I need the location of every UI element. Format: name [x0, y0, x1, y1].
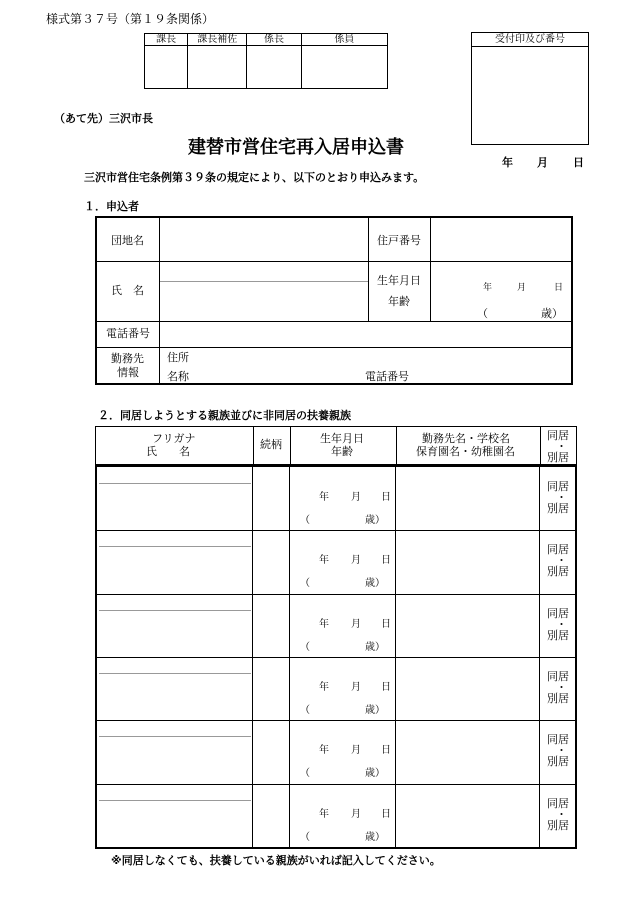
row-birth-year: 年	[319, 809, 329, 820]
name-input[interactable]	[161, 283, 367, 320]
relation-input[interactable]	[254, 469, 288, 527]
row-live-3[interactable]: 別居	[547, 629, 569, 642]
col-live-1: 同居	[547, 429, 569, 442]
label-work-phone: 電話番号	[365, 370, 409, 383]
stamp-cell[interactable]	[188, 46, 247, 89]
relation-input[interactable]	[254, 659, 288, 717]
row-live-3[interactable]: 別居	[547, 755, 569, 768]
family-row	[97, 657, 575, 720]
member-name-input[interactable]	[99, 613, 251, 653]
col-age: 年齢	[331, 445, 353, 458]
label-age: 年齢	[388, 295, 410, 308]
relation-input[interactable]	[254, 722, 288, 780]
furigana-input[interactable]	[99, 468, 251, 482]
member-name-input[interactable]	[99, 739, 251, 779]
page-title: 建替市営住宅再入居申込書	[188, 137, 404, 158]
label-work-1: 勤務先	[111, 352, 144, 365]
danchi-input[interactable]	[161, 220, 367, 260]
col-work-2: 保育園名・幼稚園名	[416, 445, 515, 458]
footnote: ※同居しなくても、扶養している親族がいれば記入してください。	[111, 854, 441, 867]
row-birth-year: 年	[319, 745, 329, 756]
label-birth: 生年月日	[377, 274, 421, 287]
family-row	[97, 594, 575, 657]
row-age-close: 歳）	[365, 578, 385, 589]
stamp-header-hosa: 課長補佐	[188, 34, 247, 46]
family-table-body	[95, 465, 577, 849]
row-age-open: （	[300, 768, 310, 779]
name-furigana-input[interactable]	[161, 263, 367, 280]
furigana-input[interactable]	[99, 595, 251, 609]
row-live-1[interactable]: 同居	[547, 607, 569, 620]
col-work-1: 勤務先名・学校名	[422, 432, 510, 445]
row-live-3[interactable]: 別居	[547, 819, 569, 832]
row-birth-day: 日	[381, 809, 391, 820]
intro-text: 三沢市営住宅条例第３９条の規定により、以下のとおり申込みます。	[84, 171, 425, 184]
receipt-label: 受付印及び番号	[472, 33, 588, 47]
member-name-input[interactable]	[99, 486, 251, 526]
row-age-open: （	[300, 515, 310, 526]
row-birth-day: 日	[381, 682, 391, 693]
label-company: 名称	[167, 370, 189, 383]
row-birth-month: 月	[351, 682, 361, 693]
stamp-header-kacho: 課長	[145, 34, 188, 46]
col-live-2: ・	[556, 440, 567, 453]
row-age-open: （	[300, 578, 310, 589]
row-age-close: 歳）	[365, 832, 385, 843]
family-row	[97, 530, 575, 593]
workplace-input[interactable]	[397, 469, 539, 527]
col-live-3: 別居	[547, 451, 569, 464]
age-close: 歳）	[541, 307, 563, 320]
workplace-input[interactable]	[397, 596, 539, 654]
col-furigana: フリガナ	[152, 432, 196, 445]
row-birth-year: 年	[319, 682, 329, 693]
row-live-1[interactable]: 同居	[547, 670, 569, 683]
row-birth-month: 月	[351, 492, 361, 503]
col-birth: 生年月日	[320, 432, 364, 445]
row-live-2: ・	[556, 554, 567, 567]
label-address: 住所	[167, 351, 189, 364]
kato-input[interactable]	[432, 220, 568, 260]
stamp-header-kakaricho: 係長	[247, 34, 301, 46]
form-number: 様式第３７号（第１９条関係）	[46, 12, 215, 26]
date-day-label: 日	[573, 156, 584, 169]
workplace-input[interactable]	[397, 786, 539, 844]
row-age-close: 歳）	[365, 642, 385, 653]
row-age-close: 歳）	[365, 768, 385, 779]
row-live-1[interactable]: 同居	[547, 733, 569, 746]
stamp-cell[interactable]	[145, 46, 188, 89]
row-live-3[interactable]: 別居	[547, 502, 569, 515]
row-birth-month: 月	[351, 619, 361, 630]
row-live-1[interactable]: 同居	[547, 480, 569, 493]
workplace-input[interactable]	[397, 532, 539, 590]
stamp-cell[interactable]	[301, 46, 387, 89]
label-danchi: 団地名	[111, 234, 144, 247]
label-work-2: 情報	[117, 366, 139, 379]
approval-stamp-table	[144, 33, 388, 89]
section2-heading: ２．同居しようとする親族並びに非同居の扶養親族	[98, 409, 351, 422]
workplace-input[interactable]	[397, 722, 539, 780]
addressee: （あて先）三沢市長	[54, 112, 153, 125]
phone-input[interactable]	[161, 323, 569, 346]
row-live-1[interactable]: 同居	[547, 797, 569, 810]
furigana-input[interactable]	[99, 785, 251, 799]
row-live-2: ・	[556, 744, 567, 757]
row-birth-month: 月	[351, 555, 361, 566]
member-name-input[interactable]	[99, 803, 251, 843]
col-relation: 続柄	[260, 438, 282, 451]
stamp-cell[interactable]	[247, 46, 301, 89]
label-name: 氏 名	[111, 284, 144, 297]
row-live-3[interactable]: 別居	[547, 692, 569, 705]
row-age-close: 歳）	[365, 515, 385, 526]
furigana-input[interactable]	[99, 658, 251, 672]
row-live-2: ・	[556, 491, 567, 504]
row-birth-day: 日	[381, 745, 391, 756]
row-age-close: 歳）	[365, 705, 385, 716]
col-name: 氏 名	[146, 445, 190, 458]
family-row	[97, 784, 575, 847]
label-kato: 住戸番号	[377, 234, 421, 247]
birth-day: 日	[554, 283, 564, 293]
row-birth-day: 日	[381, 492, 391, 503]
relation-input[interactable]	[254, 786, 288, 844]
section1-heading: １．申込者	[84, 200, 139, 213]
row-birth-year: 年	[319, 619, 329, 630]
row-age-open: （	[300, 642, 310, 653]
furigana-input[interactable]	[99, 531, 251, 545]
furigana-input[interactable]	[99, 721, 251, 735]
family-row	[97, 467, 575, 530]
member-name-input[interactable]	[99, 676, 251, 716]
row-live-2: ・	[556, 808, 567, 821]
row-live-2: ・	[556, 681, 567, 694]
row-birth-year: 年	[319, 492, 329, 503]
stamp-header-kakariin: 係員	[301, 34, 387, 46]
row-live-1[interactable]: 同居	[547, 543, 569, 556]
birth-year: 年	[483, 283, 493, 293]
workplace-input[interactable]	[397, 659, 539, 717]
age-open: （	[477, 307, 488, 320]
row-birth-month: 月	[351, 809, 361, 820]
family-table-header	[95, 426, 577, 465]
row-live-2: ・	[556, 618, 567, 631]
family-row	[97, 720, 575, 783]
date-month-label: 月	[537, 156, 548, 169]
row-birth-month: 月	[351, 745, 361, 756]
date-year-label: 年	[502, 156, 513, 169]
row-birth-year: 年	[319, 555, 329, 566]
row-live-3[interactable]: 別居	[547, 565, 569, 578]
row-age-open: （	[300, 832, 310, 843]
applicant-table	[95, 216, 573, 385]
label-phone: 電話番号	[106, 327, 150, 340]
row-birth-day: 日	[381, 619, 391, 630]
birth-month: 月	[517, 283, 527, 293]
row-age-open: （	[300, 705, 310, 716]
member-name-input[interactable]	[99, 549, 251, 589]
receipt-box	[471, 32, 589, 145]
relation-input[interactable]	[254, 532, 288, 590]
relation-input[interactable]	[254, 596, 288, 654]
row-birth-day: 日	[381, 555, 391, 566]
